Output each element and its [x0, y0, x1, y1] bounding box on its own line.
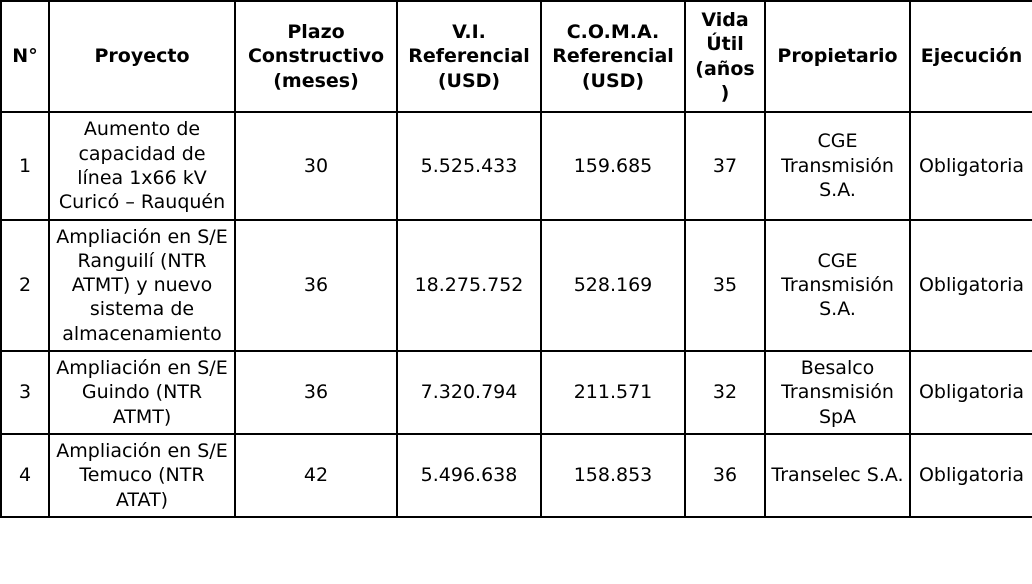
- cell-vi: 5.496.638: [397, 434, 541, 517]
- table-row: [1, 351, 1032, 434]
- cell-coma: 159.685: [541, 112, 685, 219]
- cell-vi: 7.320.794: [397, 351, 541, 434]
- cell-coma: 158.853: [541, 434, 685, 517]
- column-header-coma-line1: C.O.M.A.: [566, 21, 660, 44]
- cell-proyecto: Aumento de capacidad de línea 1x66 kV Curicó – Rauquén: [49, 112, 235, 219]
- column-header-plazo-line2: Constructivo: [247, 45, 385, 68]
- column-header-proyecto-text: Proyecto: [94, 45, 190, 68]
- column-header-coma-line3: (USD): [581, 69, 645, 92]
- cell-vida-util: 37: [685, 112, 765, 219]
- column-header-vida-line1: Vida: [701, 9, 749, 31]
- column-header-vida-util: [685, 1, 765, 112]
- table-header: [1, 1, 1032, 112]
- cell-proyecto: Ampliación en S/E Guindo (NTR ATMT): [49, 351, 235, 434]
- cell-propietario: Transelec S.A.: [765, 434, 910, 517]
- column-header-vi-line3: (USD): [437, 69, 501, 92]
- cell-ejecucion: Obligatoria: [910, 112, 1032, 219]
- cell-numero: 4: [1, 434, 49, 517]
- cell-vi: 5.525.433: [397, 112, 541, 219]
- cell-vida-util: 32: [685, 351, 765, 434]
- cell-vida-util: 35: [685, 220, 765, 352]
- cell-ejecucion: Obligatoria: [910, 220, 1032, 352]
- cell-proyecto: Ampliación en S/E Ranguilí (NTR ATMT) y nuevo sistema de almacenamiento: [49, 220, 235, 352]
- cell-ejecucion: Obligatoria: [910, 434, 1032, 517]
- cell-propietario: Besalco Transmisión SpA: [765, 351, 910, 434]
- column-header-coma-referencial: [541, 1, 685, 112]
- column-header-vi-line2: Referencial: [408, 45, 530, 68]
- cell-vida-util: 36: [685, 434, 765, 517]
- column-header-plazo-line1: Plazo: [287, 21, 345, 44]
- column-header-ejecucion-text: Ejecución: [920, 45, 1023, 68]
- cell-plazo: 36: [235, 220, 397, 352]
- column-header-plazo-constructivo: [235, 1, 397, 112]
- cell-proyecto: Ampliación en S/E Temuco (NTR ATAT): [49, 434, 235, 517]
- cell-propietario: CGE Transmisión S.A.: [765, 112, 910, 219]
- column-header-vi-referencial: [397, 1, 541, 112]
- table-row: [1, 434, 1032, 517]
- cell-plazo: 36: [235, 351, 397, 434]
- cell-coma: 211.571: [541, 351, 685, 434]
- cell-plazo: 42: [235, 434, 397, 517]
- column-header-vi-line1: V.I.: [452, 21, 486, 44]
- table-row: [1, 220, 1032, 352]
- column-header-vida-line2: Útil: [706, 33, 744, 56]
- column-header-propietario: [765, 1, 910, 112]
- cell-ejecucion: Obligatoria: [910, 351, 1032, 434]
- column-header-numero-text: N°: [12, 45, 38, 68]
- cell-vi: 18.275.752: [397, 220, 541, 352]
- column-header-plazo-line3: (meses): [273, 69, 359, 92]
- cell-numero: 1: [1, 112, 49, 219]
- cell-coma: 528.169: [541, 220, 685, 352]
- table-header-row: [1, 1, 1032, 112]
- cell-plazo: 30: [235, 112, 397, 219]
- table-row: [1, 112, 1032, 219]
- column-header-vida-line3: (años): [695, 57, 755, 104]
- column-header-numero: [1, 1, 49, 112]
- cell-numero: 3: [1, 351, 49, 434]
- column-header-proyecto: [49, 1, 235, 112]
- column-header-ejecucion: [910, 1, 1032, 112]
- cell-propietario: CGE Transmisión S.A.: [765, 220, 910, 352]
- column-header-propietario-text: Propietario: [777, 45, 898, 68]
- column-header-coma-line2: Referencial: [552, 45, 674, 68]
- table-body: [1, 112, 1032, 517]
- cell-numero: 2: [1, 220, 49, 352]
